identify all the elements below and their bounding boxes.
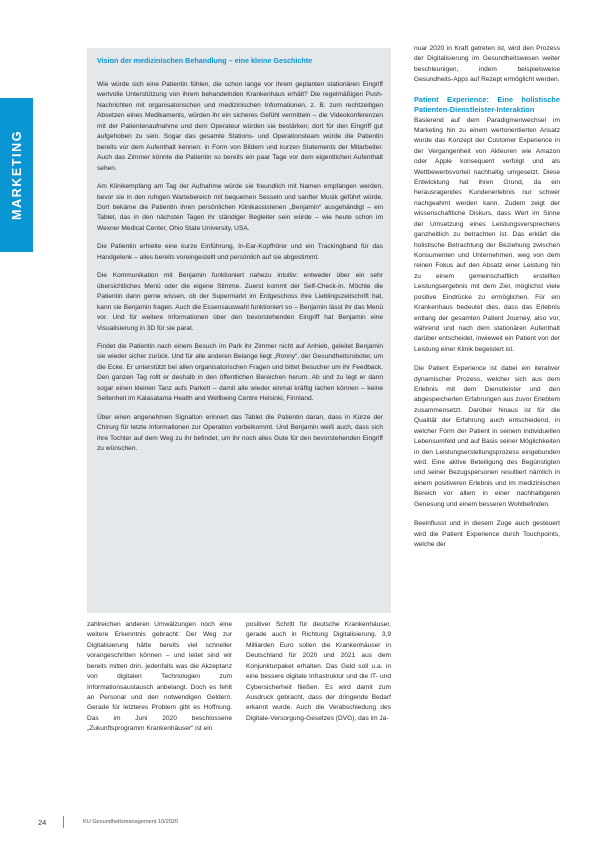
story-paragraph: Die Kommunikation mit Benjamin funktioniert nahezu intuitiv: entweder über ein sehr übersichtliches Menü oder die eigene Stimme. Zuerst kommt der Self-Check-In. Möchte die Patientin dann gerne wissen, ob der Supermarkt im Erdgeschoss ihre Lieblingszeitschrift hat, kann sie Benjamin fragen. Auch die Essensauswahl funktioniert so – Benjamin lässt ihr das Menü vor. Und für weitere Informationen über den bevorstehenden Eingriff hat Benjamin eine Visualisierung in 3D für sie parat. bbox=[97, 272, 383, 332]
body-paragraph: positiver Schritt für deutsche Krankenhäuser, gerade auch in Richtung Digitalisierung. 3,9 Milliarden Euro sollen die Krankenhäuser in Deutschland für 2020 und 2021 aus dem Konjunkturpaket erhalten. Das Geld soll u.a. in eine bessere digitale Infrastruktur und die IT- und Cybersicherheit fließen. Es wird damit zum Ausdruck gebracht, dass der dringende Bedarf erkannt wurde. Auch die Verabschiedung des Digitale-Versorgung-Gesetzes (DVG), das im Ja- bbox=[246, 621, 391, 722]
story-paragraph: Über einen angenehmen Signalton erinnert das Tablet die Patientin daran, dass in Kürze der Chirurg für letzte Informationen zur Operation vorbeikommt. Und Benjamin weiß auch, dass sich ihre Tochter auf dem Weg zu ihr befindet, um ihr noch alles Gute für den bevorstehenden Eingriff zu wünschen. bbox=[97, 413, 383, 453]
body-column-left bbox=[87, 620, 232, 825]
body-paragraph: Basierend auf dem Paradigmenwechsel im Marketing hin zu einem wertorientierten Ansatz wurde das Konzept der Customer Experience in der Vergangenheit von Akteuren wie Amazon oder Apple konsequent verfolgt und als Wettbewerbsvorteil nachhaltig umgesetzt. Diese Entwicklung hat ihren Grund, da ein herausragendes Kundenerlebnis nur schwer nachgeahmt werden kann. Zudem zeigt der wissenschaftliche Diskurs, dass Wert im Sinne der Umsetzung eines Leistungsversprechens ganzheitlich zu betrachten ist. Das erklärt die holistische Betrachtung der Beziehung zwischen Konsumenten und Unternehmen, weg von dem reinen Fokus auf den Absatz einer Leistung hin zu einem gemeinschaftlich erstellten Leistungsergebnis mit dem Ziel, möglichst viele positive Eindrücke zu ermöglichen. Für ein Krankenhaus bedeutet dies, dass das Erlebnis entlang der gesamten Patient Journey, also vor, während und nach dem stationären Aufenthalt darüber entscheidet, inwieweit ein Patient von der Leistung einer Klinik begeistert ist. bbox=[414, 116, 560, 353]
body-column-right bbox=[414, 44, 560, 834]
body-paragraph: zahlreichen anderen Umwälzungen noch eine weitere Erkenntnis gebracht: Der Weg zur Digitalisierung hätte bereits viel schneller vorangeschritten können – und leitet sind wir bereits mitten drin, jedenfalls was die Akzeptanz von digitalen Technologien zum Informationsaustausch anbelangt. Doch es fehlt an Personal und den notwendigen Geldern. Gerade für letzteres Problem gibt es Hoffnung. Das im Juni 2020 beschlossene „Zukunftsprogramm Krankenhäuser“ ist ein bbox=[87, 621, 232, 733]
page-number: 24 bbox=[38, 818, 47, 827]
section-tab bbox=[0, 98, 33, 252]
footer-divider bbox=[63, 816, 64, 828]
story-box bbox=[87, 48, 391, 613]
story-paragraph: Findet die Patientin nach einem Besuch im Park ihr Zimmer nicht auf Anhieb, geleitet Benjamin sie wieder sicher zurück. Und für alle anderen Belange liegt „Ronny“, der Gesundheitsroboter, um die Ecke. Er unterstützt bei allen organisatorischen Fragen und bittet Besucher um ihr Feedback. Den ganzen Tag rollt er deshalb in den öffentlichen Bereichen herum. Ab und zu legt er dann sogar einen kleinen Tanz aufs Parkett – damit alle wieder einmal kräftig lachen können – keine Seltenheit im Kalasatama Health and Wellbeing Centre Helsinki, Finnland. bbox=[97, 342, 383, 403]
story-paragraph: Wie würde sich eine Patientin fühlen, die schon lange vor ihrem geplanten stationären Eingriff wertvolle Unterstützung von ihrem behandelnden Krankenhaus erhält? Die regelmäßigen Push-Nachrichten mit organisatorischen und medizinischen Informationen, z. B. zum rechtzeitigen Absetzen eines Medikaments, würden ihr ein sicheres Gefühl vermitteln – die Videokonferenzen mit der Patientenaufnahme und dem Operateur würden sie bestärken; dort für den Eingriff gut aufgehoben zu sein. Sogar das gesamte Stations- und Operationsteam würde die Patientin bereits vor dem Aufenthalt kennen: in Form von Bildern und kurzen Statements der Mitarbeiter. Auch das Zimmer könnte die Patientin so bereits ein paar Tage vor dem eigentlichen Aufenthalt sehen. bbox=[97, 81, 383, 172]
body-column-middle bbox=[246, 620, 391, 825]
story-paragraph: Am Klinikempfang am Tag der Aufnahme würde sie freundlich mit Namen empfangen werden, bevor sie in den ruhigen Wartebereich mit bequemen Sesseln und sanfter Musik geführt würde. Dort bekäme die Patientin ihren persönlichen Klinikassistenen „Benjamin“ ausgehändigt – ein Tablet, das in den nächsten Tagen ihr ständiger Begleiter sein würde – wie heute schon im Wexner Medical Center, Ohio State University, USA. bbox=[97, 183, 383, 232]
body-paragraph: Die Patient Experience ist dabei ein iterativer dynamischer Prozess, welcher sich aus dem Erlebnis mit dem Dienstleister und den abgespeicherten Erfahrungen aus zuvor Erlebtem zusammensetzt. Darüber hinaus ist für die Qualität der Erfahrung auch entscheidend, in welcher Form der Patient in seinem individuellen Lebensumfeld und auf Basis seiner Möglichkeiten in den Leistungserstellungsprozess eingebunden wird. Eine aktive Beteiligung des Begünstigten und seiner Bezugspersonen resultiert nämlich in einem positiveren Erlebnis und im medizinischen Bereich vor allem in einer nachhaltigeren Genesung und einem besseren Wohlbefinden. bbox=[414, 365, 560, 508]
body-paragraph: Beeinflusst und in diesem Zuge auch gesteuert wird die Patient Experience durch Touchpoints, welche der bbox=[414, 520, 560, 548]
story-box-title: Vision der medizinischen Behandlung – eine kleine Geschichte bbox=[97, 56, 313, 65]
page-footer bbox=[38, 818, 338, 832]
journal-name: KU Gesundheitsmanagement 10/2020 bbox=[83, 819, 179, 825]
section-tab-label: MARKETING bbox=[9, 129, 24, 221]
section-heading: Patient Experience: Eine holistische Patienten-Dienstleister-Interaktion bbox=[414, 94, 560, 115]
body-paragraph: nuar 2020 in Kraft getreten ist, wird den Prozess der Digitalisierung im Gesundheitswesen weiter beschleunigen, indem beispielsweise Gesundheits-Apps auf Rezept ermöglicht werden. bbox=[414, 45, 560, 84]
story-paragraph: Die Patientin erhielte eine kurze Einführung, In-Ear-Kopfhörer und ein Trackingband für das Handgelenk – alles bereits voreingestellt und persönlich auf sie abgestimmt. bbox=[97, 243, 383, 261]
